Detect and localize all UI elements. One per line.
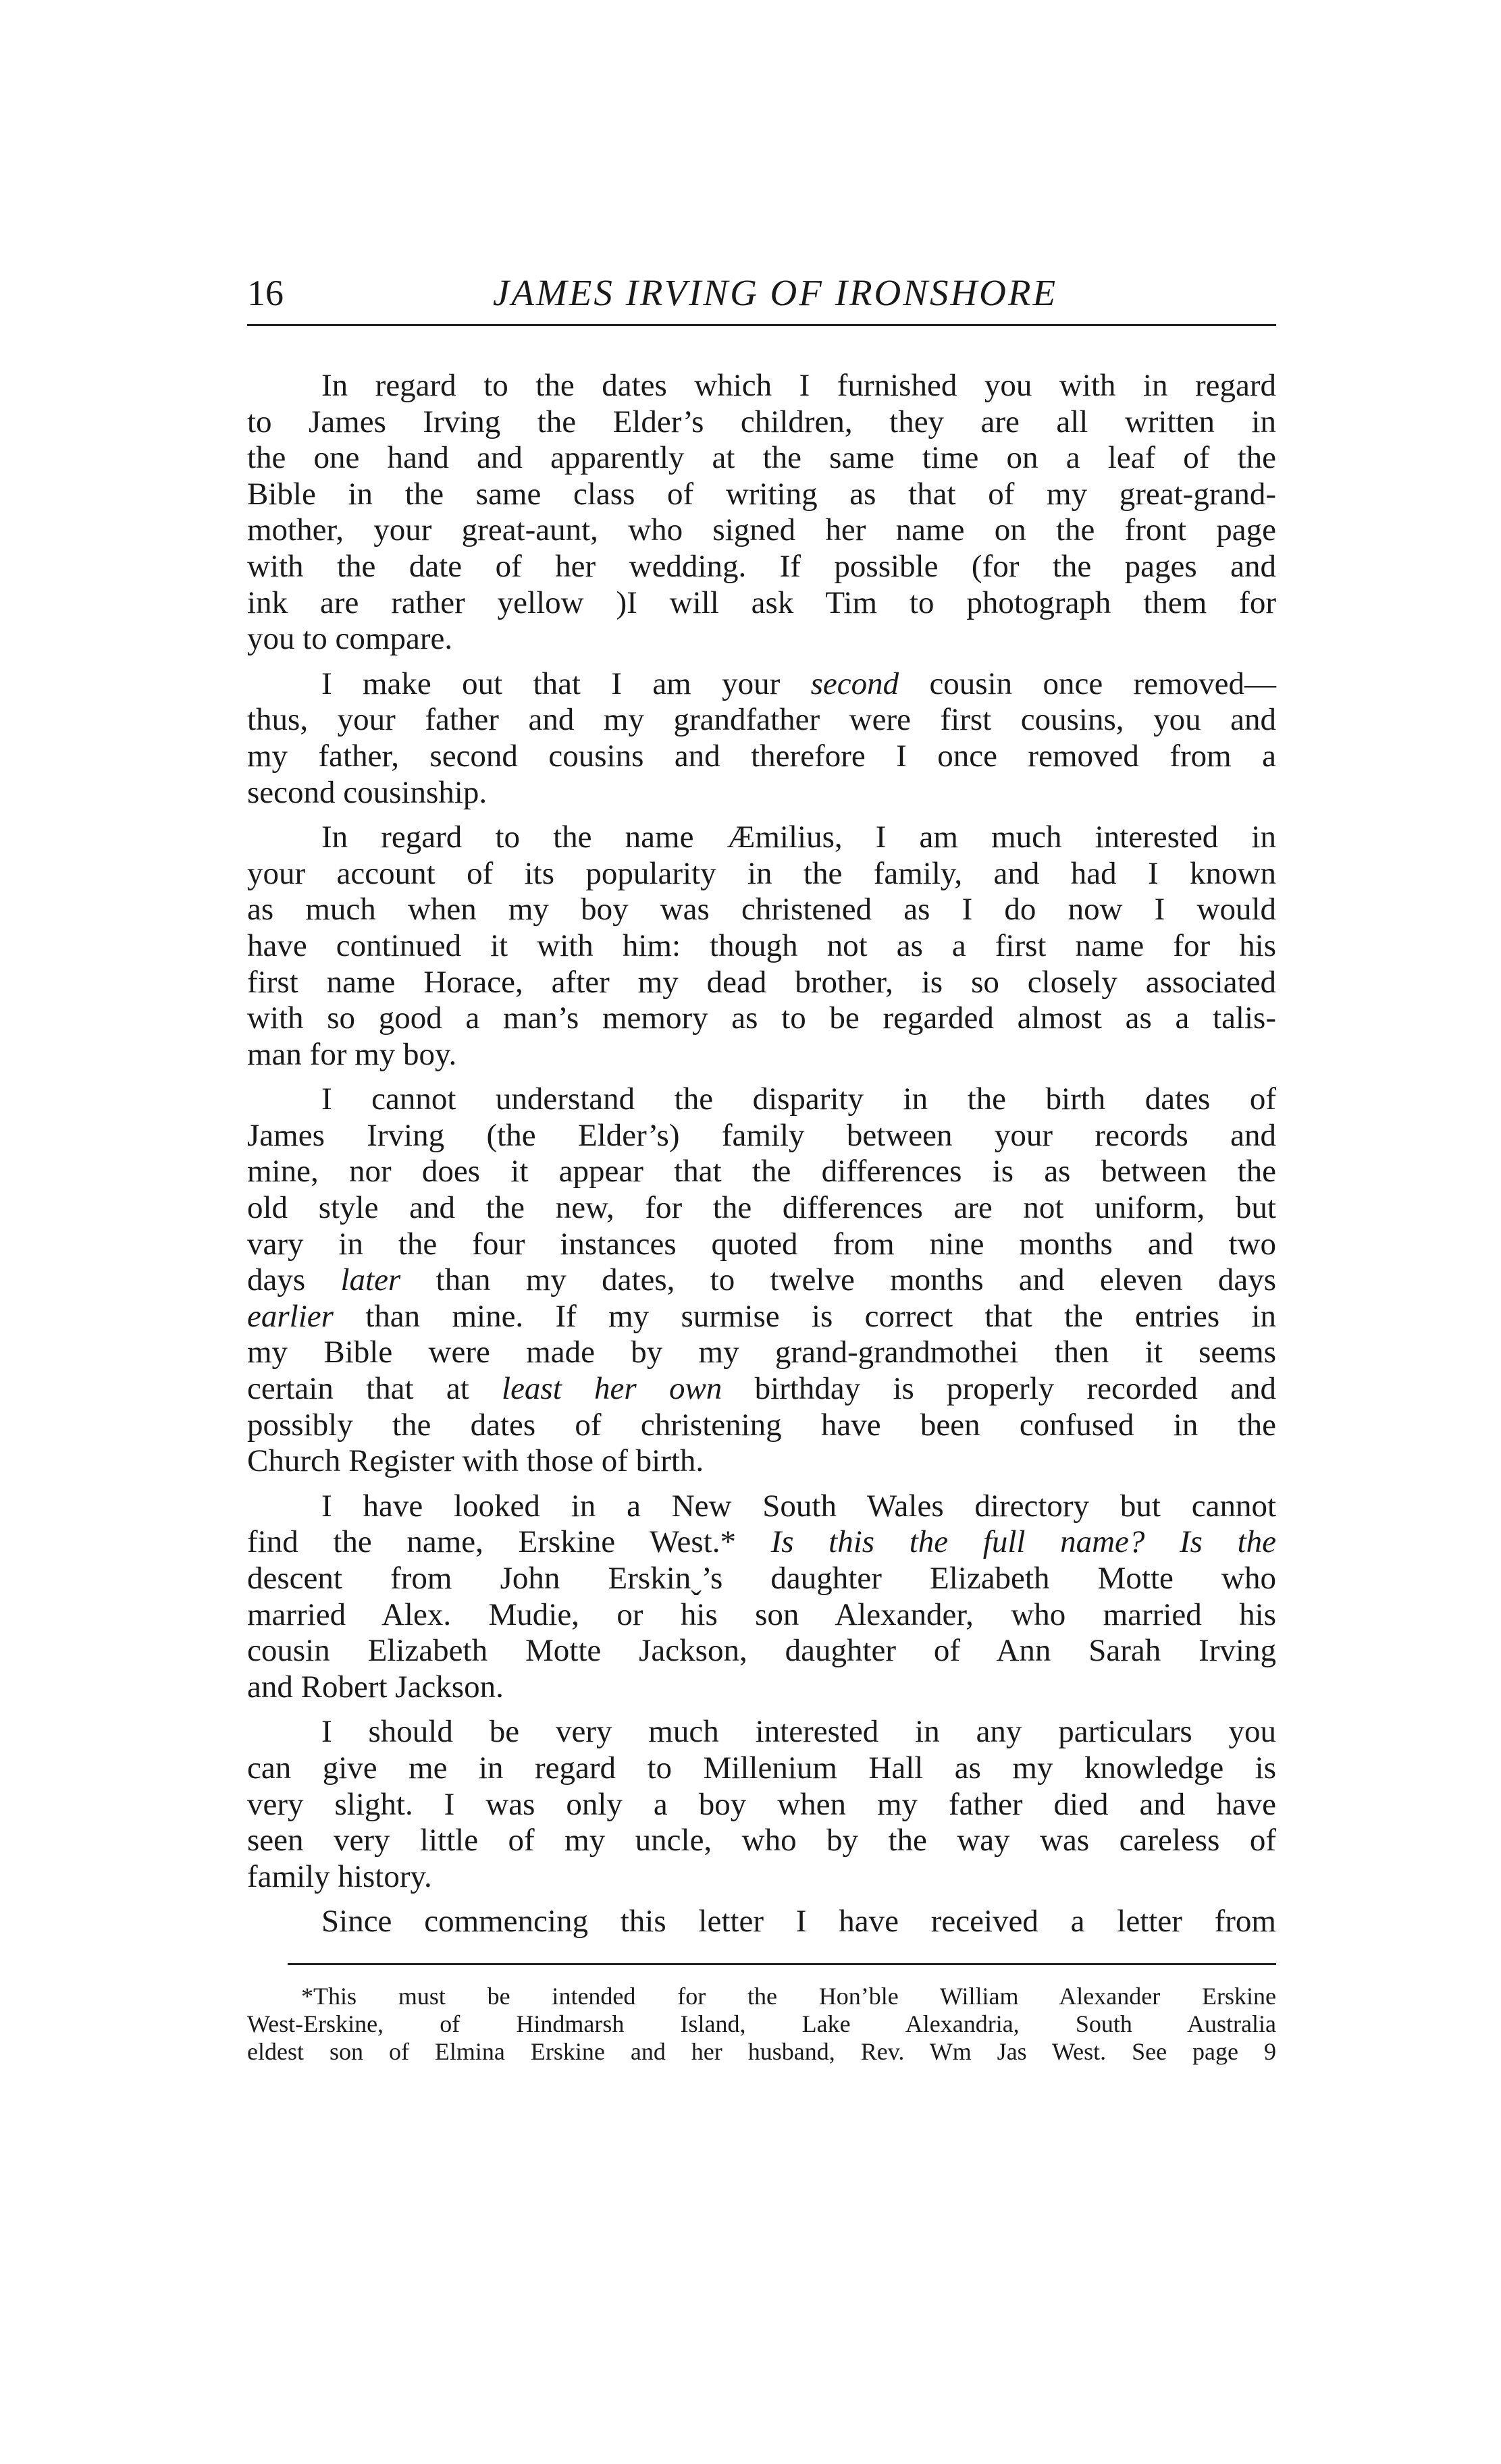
text-run: cousin once removed— — [929, 666, 1276, 701]
text-line: married Alex. Mudie, or his son Alexander, who married his — [247, 1597, 1276, 1632]
text-line: first name Horace, after my dead brother, is so closely associated — [247, 964, 1276, 1000]
text-line: my Bible were made by my grand-grandmothei then it seems — [247, 1335, 1276, 1370]
book-page — [247, 270, 1276, 2066]
text-run: birthday is properly recorded and — [754, 1371, 1277, 1407]
paragraph-dates — [247, 368, 1276, 658]
text-line: mother, your great-aunt, who signed her name on the front page — [247, 512, 1276, 548]
text-line: I cannot understand the disparity in the birth dates of — [321, 1081, 1276, 1117]
text-line: family history. — [247, 1858, 432, 1894]
text-line — [247, 1371, 1276, 1408]
italic-word: Is this the full name? — [770, 1524, 1145, 1560]
text-line: can give me in regard to Millenium Hall as my knowledge is — [247, 1750, 1276, 1786]
text-line: my father, second cousins and therefore I once removed from a — [247, 738, 1276, 774]
text-run: than mine. If my surmise is correct that the entries in — [365, 1298, 1277, 1334]
text-line: with the date of her wedding. If possible (for the pages and — [247, 548, 1276, 584]
italic-word: later — [340, 1262, 401, 1298]
text-line — [247, 1299, 1276, 1335]
paragraph-disparity — [247, 1081, 1276, 1480]
text-line: mine, nor does it appear that the differences is as between the — [247, 1154, 1276, 1189]
text-line: to James Irving the Elder’s children, they are all written in — [247, 404, 1276, 439]
text-line: Since commencing this letter I have received a letter from — [321, 1904, 1276, 1939]
text-line: In regard to the dates which I furnished you with in regard — [321, 368, 1276, 403]
letter-body — [247, 368, 1276, 1940]
text-line: your account of its popularity in the family, and had I known — [247, 855, 1276, 891]
text-line: man for my boy. — [247, 1036, 457, 1072]
text-line: I should be very much interested in any particulars you — [321, 1714, 1276, 1750]
italic-word: earlier — [247, 1298, 334, 1334]
paragraph-aemilius — [247, 820, 1276, 1073]
text-line: you to compare. — [247, 621, 453, 657]
text-line: old style and the new, for the differences are not uniform, but — [247, 1190, 1276, 1226]
text-line: James Irving (the Elder’s) family between your records and — [247, 1117, 1276, 1153]
text-run: days — [247, 1262, 306, 1298]
text-line: and Robert Jackson. — [247, 1669, 504, 1705]
text-line: descent from John Erskinˬ’s daughter Elizabeth Motte who — [247, 1561, 1276, 1596]
text-line: Bible in the same class of writing as that of my great-grand- — [247, 476, 1276, 512]
footnote-line: *This must be intended for the Hon’ble William Alexander Erskine — [301, 1982, 1276, 2010]
text-line: possibly the dates of christening have been confused in the — [247, 1407, 1276, 1443]
text-line — [247, 666, 1276, 703]
text-line: second cousinship. — [247, 774, 488, 810]
page-number: 16 — [247, 273, 284, 313]
text-line: as much when my boy was christened as I do now I would — [247, 892, 1276, 928]
text-line: Church Register with those of birth. — [247, 1443, 704, 1479]
footnote — [247, 1983, 1276, 2066]
text-line — [247, 1262, 1276, 1299]
text-line: vary in the four instances quoted from nine months and two — [247, 1226, 1276, 1262]
page-header — [247, 270, 1276, 326]
text-line: In regard to the name Æmilius, I am much interested in — [321, 820, 1276, 855]
paragraph-directory — [247, 1489, 1276, 1706]
text-run: than my dates, to twelve months and eleven days — [436, 1262, 1277, 1298]
paragraph-cousinship — [247, 666, 1276, 811]
text-line: the one hand and apparently at the same time on a leaf of the — [247, 440, 1276, 476]
paragraph-since-commencing — [247, 1904, 1276, 1940]
text-run: I make out that I am your — [321, 666, 781, 701]
footnote-divider — [288, 1963, 1276, 1965]
footnote-line: eldest son of Elmina Erskine and her husband, Rev. Wm Jas West. See page 9 — [247, 2037, 1276, 2065]
text-line: I have looked in a New South Wales directory but cannot — [321, 1488, 1276, 1524]
text-line: ink are rather yellow )I will ask Tim to photograph them for — [247, 585, 1276, 620]
paragraph-millenium-hall — [247, 1714, 1276, 1895]
italic-word: second — [810, 666, 899, 701]
italic-word: Is the — [1180, 1524, 1277, 1560]
italic-word: least her own — [502, 1371, 722, 1407]
text-line: with so good a man’s memory as to be regarded almost as a talis- — [247, 1000, 1276, 1036]
running-title: JAMES IRVING OF IRONSHORE — [492, 272, 1058, 313]
footnote-line: West-Erskine, of Hindmarsh Island, Lake Alexandria, South Australia — [247, 2010, 1276, 2037]
text-line: have continued it with him: though not as a first name for his — [247, 928, 1276, 963]
text-line — [247, 1524, 1276, 1561]
text-line: thus, your father and my grandfather were first cousins, you and — [247, 702, 1276, 738]
text-run: certain that at — [247, 1371, 469, 1407]
text-line: very slight. I was only a boy when my father died and have — [247, 1786, 1276, 1822]
text-run: find the name, Erskine West.* — [247, 1524, 736, 1560]
text-line: seen very little of my uncle, who by the way was careless of — [247, 1823, 1276, 1858]
text-line: cousin Elizabeth Motte Jackson, daughter of Ann Sarah Irving — [247, 1633, 1276, 1669]
